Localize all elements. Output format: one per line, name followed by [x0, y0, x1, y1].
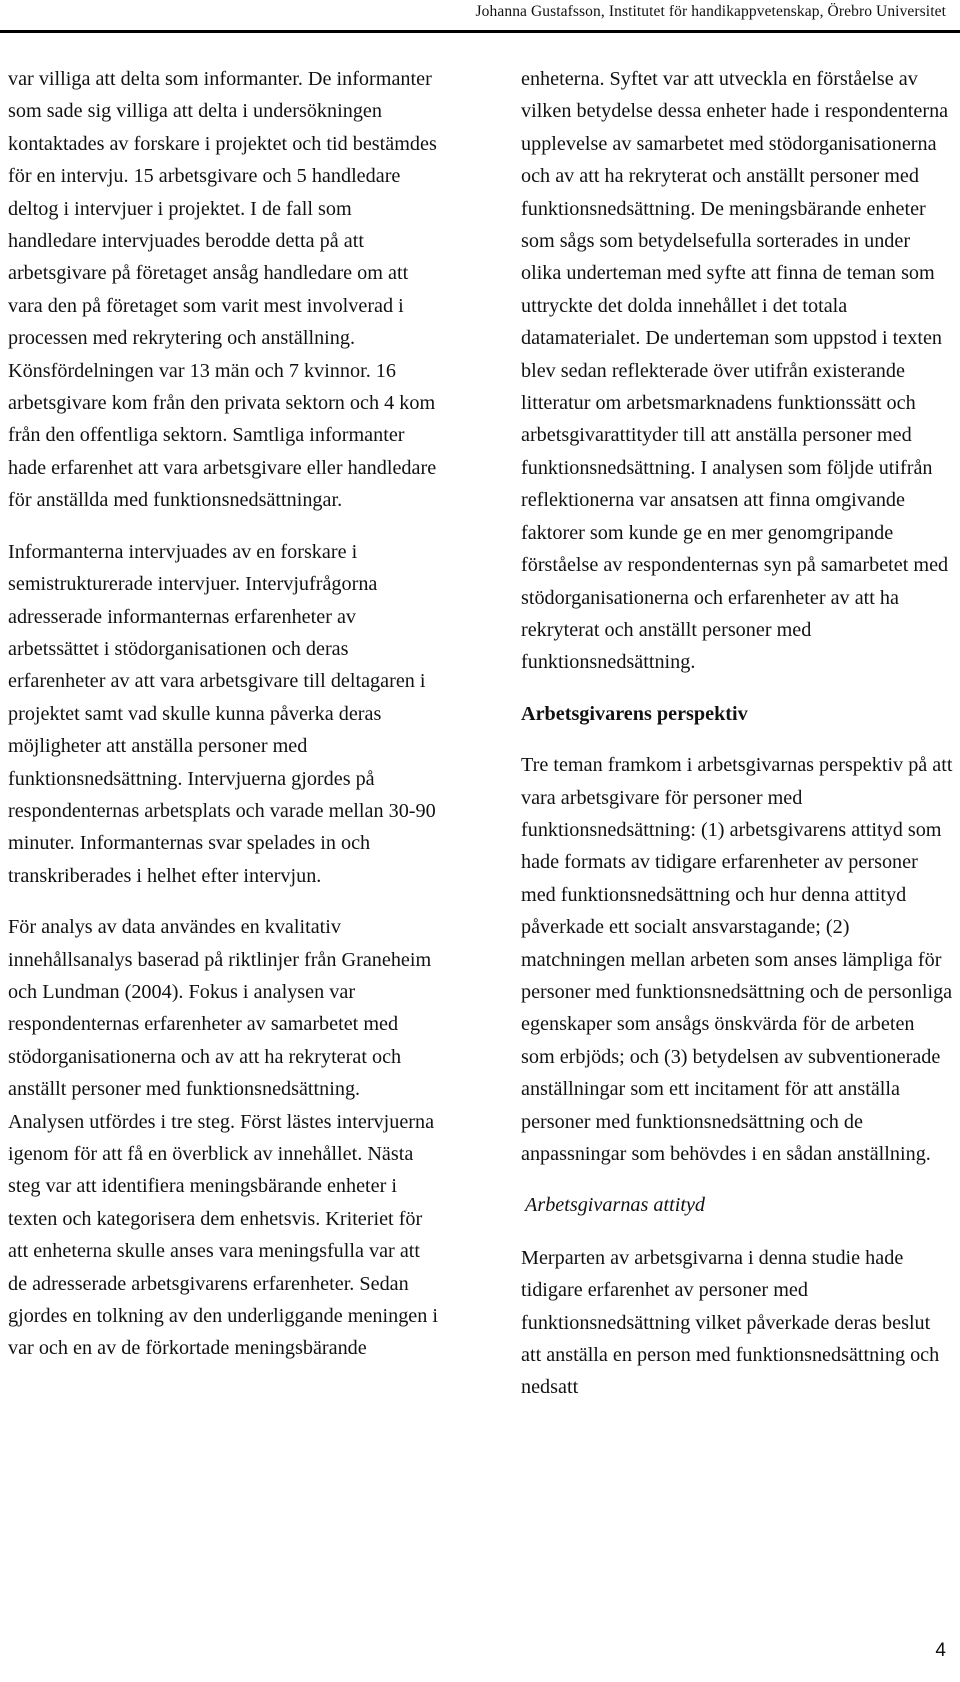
left-paragraph-1: var villiga att delta som informanter. De informanter som sade sig villiga att delta i undersökningen kontaktades av forskare i projektet och tid bestämdes för en intervju. 15 arbetsgivare och 5 handledare deltog i intervjuer i projektet. I de fall som handledare intervjuades berodde detta på att arbetsgivare på företaget ansåg handledare om att vara den på företaget som varit mest involverad i processen med rekrytering och anställning. Könsfördelningen var 13 män och 7 kvinnor. 16 arbetsgivare kom från den privata sektorn och 4 kom från den offentliga sektorn. Samtliga informanter hade erfarenhet att vara arbetsgivare eller handledare för anställda med funktionsnedsättningar. [8, 68, 437, 512]
running-head: Johanna Gustafsson, Institutet för handikappvetenskap, Örebro Universitet [475, 3, 946, 20]
right-intro-paragraph: enheterna. Syftet var att utveckla en förståelse av vilken betydelse dessa enheter hade i respondenterna upplevelse av samarbetet med stödorganisationerna och av att ha rekryterat och anställt personer med funktionsnedsättning. De meningsbärande enheter som sågs som betydelsefulla sorterades in under olika underteman med syfte att finna de teman som uttryckte det dolda innehållet i det totala datamaterialet. De underteman som uppstod i texten blev sedan reflekterade över utifrån existerande litteratur om arbetsmarknadens funktionssätt och arbetsgivarattityder till att anställa personer med funktionsnedsättning. I analysen som följde utifrån reflektionerna var ansatsen att finna omgivande faktorer som kunde ge en mer genomgripande förståelse av respondenternas syn på samarbetet med stödorganisationerna och erfarenheter av att ha rekryterat och anställt personer med funktionsnedsättning. [521, 68, 949, 674]
right-column [521, 63, 953, 1404]
left-column [8, 63, 438, 1365]
header-rule [0, 30, 960, 33]
subsection-paragraph: Merparten av arbetsgivarna i denna studie hade tidigare erfarenhet av personer med funktionsnedsättning vilket påverkade deras beslut att anställa en person med funktionsnedsättning och nedsatt [521, 1246, 940, 1399]
left-paragraph-3: För analys av data användes en kvalitativ innehållsanalys baserad på riktlinjer från Graneheim och Lundman (2004). Fokus i analysen var respondenternas erfarenheter av samarbetet med stödorganisationerna och av att ha rekryterat och anställt personer med funktionsnedsättning. Analysen utfördes i tre steg. Först lästes intervjuerna igenom för att få en överblick av innehållet. Nästa steg var att identifiera meningsbärande enheter i texten och kategorisera dem enhetsvis. Kriteriet för att enheterna skulle anses vara meningsfulla var att de adresserade arbetsgivarens erfarenheter. Sedan gjordes en tolkning av den underliggande meningen i var och en av de förkortade meningsbärande [8, 916, 438, 1360]
subsection-heading: Arbetsgivarnas attityd [525, 1194, 705, 1217]
section-heading: Arbetsgivarens perspektiv [521, 702, 748, 725]
section-paragraph: Tre teman framkom i arbetsgivarnas perspektiv på att vara arbetsgivare för personer med funktionsnedsättning: (1) arbetsgivarens attityd som hade formats av tidigare erfarenheter av personer med funktionsnedsättning och hur denna attityd påverkade ett socialt ansvarstagande; (2) matchningen mellan arbeten som anses lämpliga för personer med funktionsnedsättning och de personliga egenskaper som ansågs önskvärda för de arbeten som erbjöds; och (3) betydelsen av subventionerade anställningar som ett incitament för att anställa personer med funktionsnedsättning och de anpassningar som behövdes i en sådan anställning. [521, 754, 953, 1165]
page-number: 4 [935, 1640, 946, 1661]
left-paragraph-2: Informanterna intervjuades av en forskare i semistrukturerade intervjuer. Intervjufrågorna adresserade informanternas erfarenheter av arbetssättet i stödorganisationen och deras erfarenheter av att vara arbetsgivare till deltagaren i projektet samt vad skulle kunna påverka deras möjligheter att anställa personer med funktionsnedsättning. Intervjuerna gjordes på respondenternas arbetsplats och varade mellan 30-90 minuter. Informanternas svar spelades in och transkriberades i helhet efter intervjun. [8, 540, 436, 887]
